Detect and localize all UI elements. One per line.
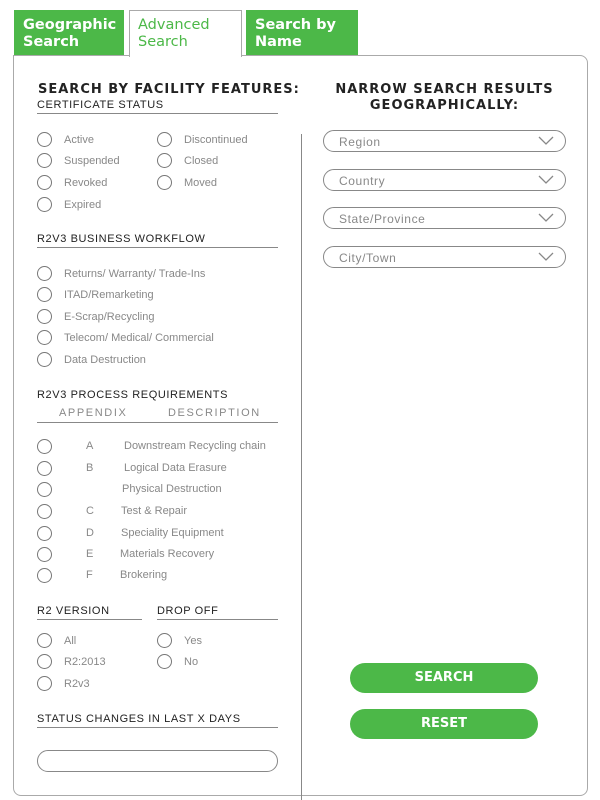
narrow-search-heading-line1: NARROW SEARCH RESULTS	[335, 82, 554, 97]
radio-discontinued[interactable]	[157, 131, 248, 148]
business-workflow-heading: R2V3 BUSINESS WORKFLOW	[37, 233, 278, 248]
radio-circle[interactable]	[37, 568, 52, 583]
radio-circle[interactable]	[37, 526, 52, 541]
process-requirements-underline	[37, 422, 278, 423]
appendix-description: Physical Destruction	[122, 483, 222, 495]
chevron-down-icon	[538, 173, 554, 185]
r2-version-heading: R2 VERSION	[37, 605, 142, 620]
option-label: Expired	[64, 198, 102, 211]
tab-label-line2: Name	[255, 34, 302, 50]
radio-circle[interactable]	[157, 654, 172, 669]
select-label: City/Town	[339, 251, 397, 265]
select-label: State/Province	[339, 212, 426, 226]
select-label: Region	[339, 135, 381, 149]
narrow-search-heading-line2: GEOGRAPHICALLY:	[369, 98, 520, 113]
radio-appendix-d[interactable]	[37, 525, 52, 542]
radio-moved[interactable]	[157, 174, 217, 191]
radio-circle[interactable]	[37, 153, 52, 168]
radio-dropoff-no[interactable]	[157, 653, 198, 670]
option-label: Discontinued	[184, 133, 248, 146]
description-column-header: DESCRIPTION	[168, 407, 261, 419]
city-town-select[interactable]	[323, 246, 566, 268]
tab-label-line1: Advanced	[138, 17, 210, 33]
state-province-select[interactable]	[323, 207, 566, 229]
option-label: All	[64, 634, 77, 647]
chevron-down-icon	[538, 211, 554, 223]
radio-circle[interactable]	[37, 633, 52, 648]
drop-off-heading: DROP OFF	[157, 605, 278, 620]
appendix-code: F	[86, 569, 93, 581]
tab-label-line1: Geographic	[23, 17, 117, 33]
option-label: R2:2013	[64, 655, 106, 668]
radio-appendix-a[interactable]	[37, 438, 52, 455]
radio-appendix-f[interactable]	[37, 567, 52, 584]
option-label: Revoked	[64, 176, 108, 189]
certificate-status-heading: CERTIFICATE STATUS	[37, 99, 278, 114]
radio-circle[interactable]	[37, 676, 52, 691]
radio-circle[interactable]	[37, 547, 52, 562]
option-label: Suspended	[64, 154, 120, 167]
radio-physical-destruction[interactable]	[37, 481, 52, 498]
appendix-code: A	[86, 440, 94, 452]
chevron-down-icon	[538, 250, 554, 262]
country-select[interactable]	[323, 169, 566, 191]
radio-dropoff-yes[interactable]	[157, 632, 202, 649]
appendix-description: Speciality Equipment	[121, 527, 224, 539]
radio-circle[interactable]	[37, 132, 52, 147]
option-label: E-Scrap/Recycling	[64, 310, 155, 323]
radio-circle[interactable]	[157, 175, 172, 190]
radio-appendix-e[interactable]	[37, 546, 52, 563]
radio-active[interactable]	[37, 131, 94, 148]
appendix-description: Materials Recovery	[120, 548, 215, 560]
appendix-code: B	[86, 462, 94, 474]
appendix-description: Brokering	[120, 569, 168, 581]
radio-circle[interactable]	[37, 439, 52, 454]
radio-circle[interactable]	[157, 132, 172, 147]
appendix-description: Test & Repair	[121, 505, 188, 517]
radio-revoked[interactable]	[37, 174, 107, 191]
appendix-column-header: APPENDIX	[59, 407, 128, 419]
radio-circle[interactable]	[37, 287, 52, 302]
radio-suspended[interactable]	[37, 152, 120, 169]
column-divider	[301, 134, 302, 800]
option-label: Telecom/ Medical/ Commercial	[64, 331, 214, 344]
radio-expired[interactable]	[37, 196, 101, 213]
option-label: Closed	[184, 154, 219, 167]
radio-version-r2-2013[interactable]	[37, 653, 106, 670]
option-label: No	[184, 655, 199, 668]
radio-circle[interactable]	[37, 175, 52, 190]
radio-circle[interactable]	[37, 352, 52, 367]
appendix-code: C	[86, 505, 94, 517]
radio-data-destruction[interactable]	[37, 351, 146, 368]
appendix-code: D	[86, 527, 94, 539]
radio-appendix-c[interactable]	[37, 503, 52, 520]
option-label: Moved	[184, 176, 218, 189]
facility-features-heading: SEARCH BY FACILITY FEATURES:	[38, 82, 300, 97]
radio-circle[interactable]	[37, 197, 52, 212]
radio-version-r2v3[interactable]	[37, 675, 90, 692]
tab-search-by-name[interactable]	[246, 10, 358, 55]
chevron-down-icon	[538, 134, 554, 146]
status-changes-heading: STATUS CHANGES IN LAST X DAYS	[37, 713, 278, 728]
tab-label-line1: Search by	[255, 17, 337, 33]
radio-itad[interactable]	[37, 286, 154, 303]
radio-appendix-b[interactable]	[37, 460, 52, 477]
tab-geographic-search[interactable]	[14, 10, 124, 55]
option-label: Active	[64, 133, 94, 146]
narrow-search-heading	[323, 82, 566, 114]
radio-circle[interactable]	[37, 461, 52, 476]
radio-circle[interactable]	[37, 482, 52, 497]
advanced-search-panel	[13, 55, 588, 796]
option-label: Data Destruction	[64, 353, 146, 366]
appendix-description: Downstream Recycling chain	[124, 440, 266, 452]
radio-circle[interactable]	[37, 504, 52, 519]
tab-label-line2: Search	[23, 34, 80, 50]
appendix-code: E	[86, 548, 94, 560]
search-button[interactable]: SEARCH	[350, 663, 538, 693]
radio-circle[interactable]	[37, 330, 52, 345]
radio-circle[interactable]	[37, 309, 52, 324]
appendix-description: Logical Data Erasure	[124, 462, 227, 474]
tab-advanced-search[interactable]	[129, 10, 242, 57]
status-changes-days-input[interactable]	[37, 750, 278, 772]
radio-circle[interactable]	[37, 266, 52, 281]
select-label: Country	[339, 174, 386, 188]
option-label: R2v3	[64, 677, 90, 690]
radio-telecom[interactable]	[37, 329, 214, 346]
process-requirements-heading: R2V3 PROCESS REQUIREMENTS	[37, 389, 229, 401]
option-label: Returns/ Warranty/ Trade-Ins	[64, 267, 206, 280]
tab-label-line2: Search	[138, 34, 188, 50]
radio-circle[interactable]	[157, 633, 172, 648]
radio-version-all[interactable]	[37, 632, 76, 649]
radio-circle[interactable]	[157, 153, 172, 168]
reset-button[interactable]: RESET	[350, 709, 538, 739]
region-select[interactable]	[323, 130, 566, 152]
radio-returns[interactable]	[37, 265, 205, 282]
radio-circle[interactable]	[37, 654, 52, 669]
option-label: Yes	[184, 634, 202, 647]
radio-escrap[interactable]	[37, 308, 154, 325]
radio-closed[interactable]	[157, 152, 218, 169]
option-label: ITAD/Remarketing	[64, 288, 154, 301]
